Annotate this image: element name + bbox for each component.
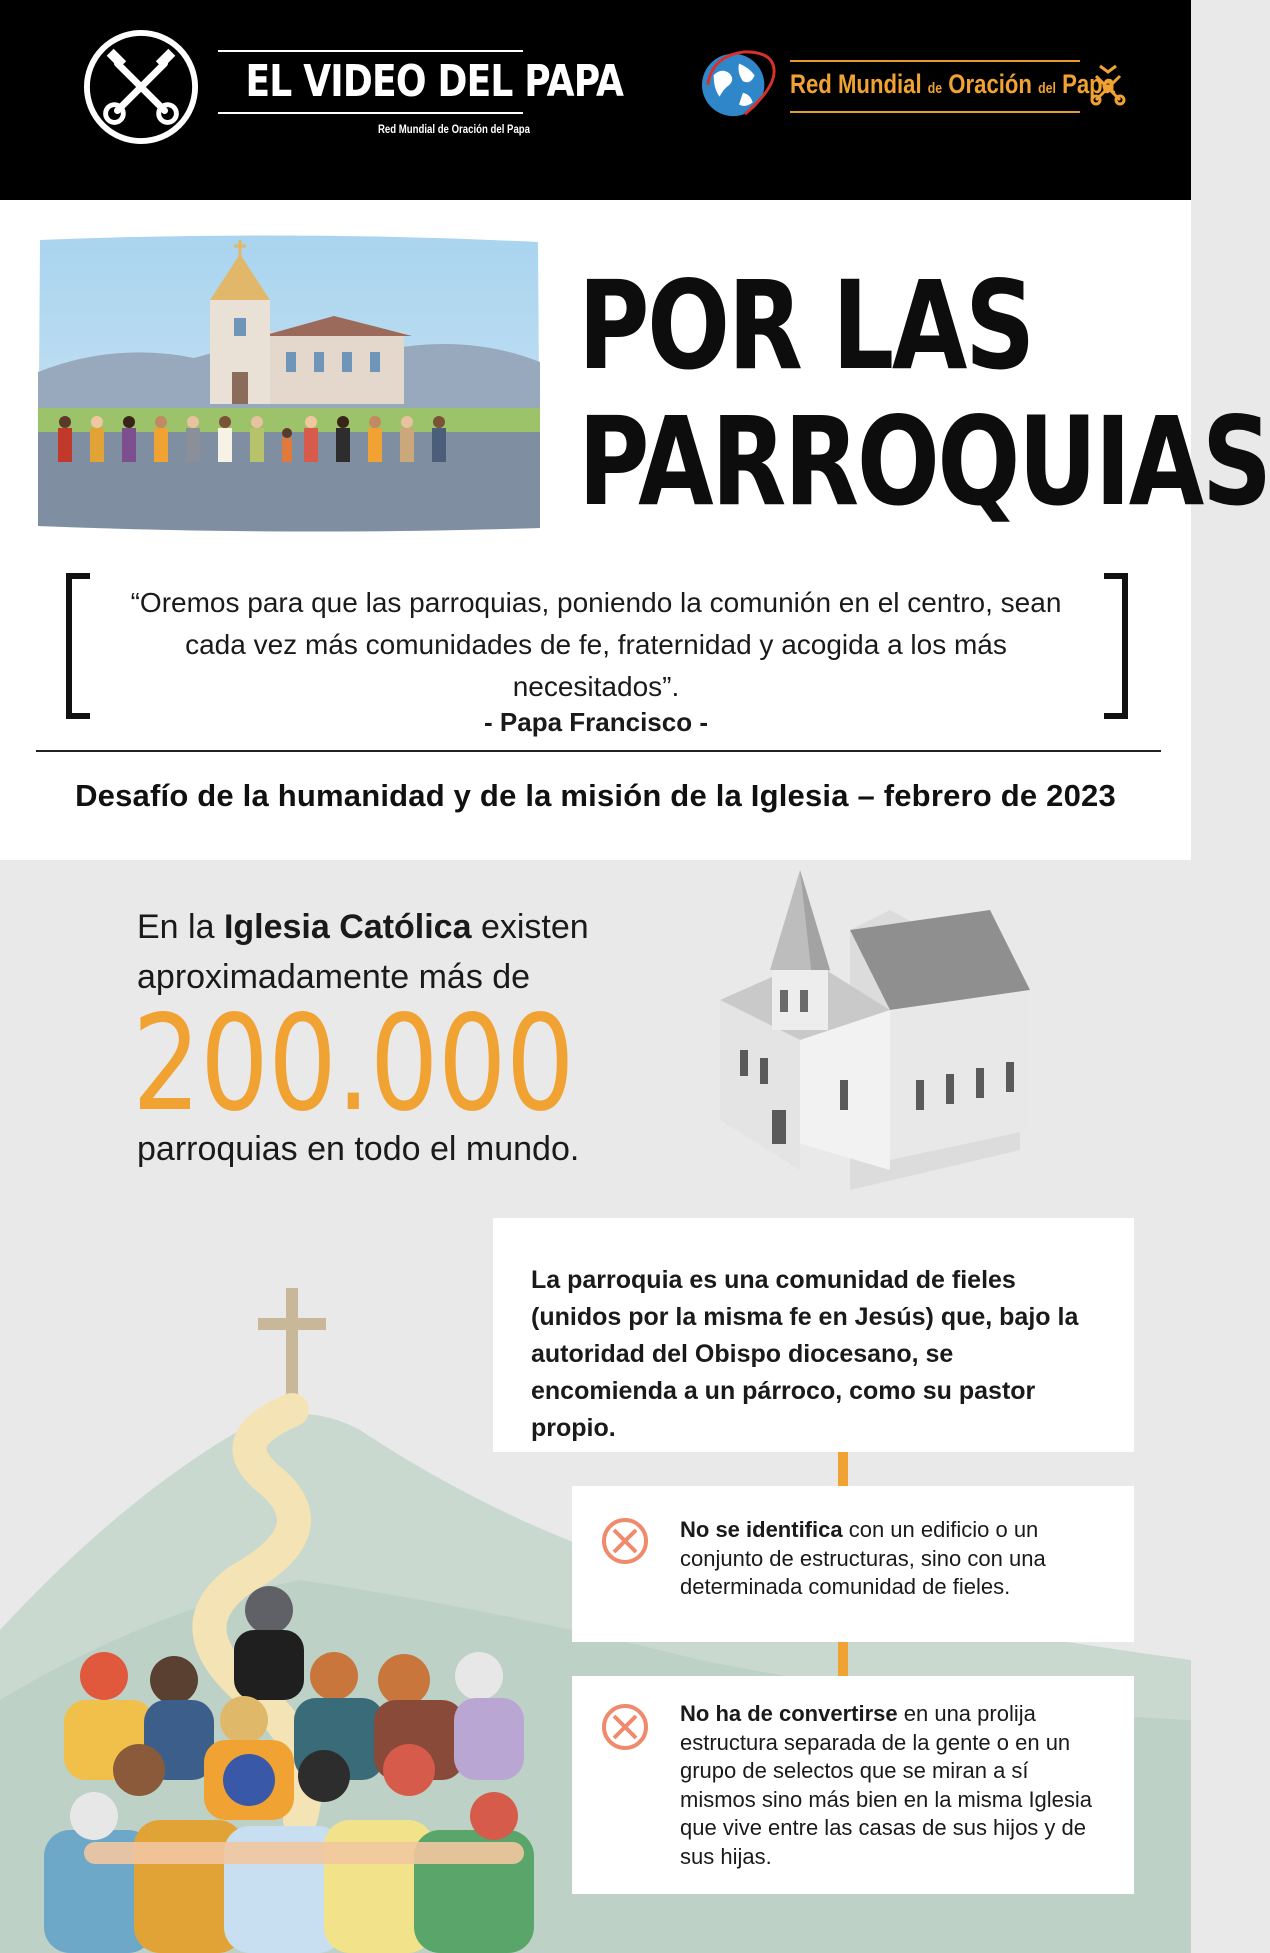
point-text-2: No ha de convertirse en una prolija estructura separada de la gente o en un grupo de selectos que se miran a sí mismos sino más bien en la misma Iglesia que vive entre las casas de sus hijos y de sus hijas. <box>680 1701 1093 1869</box>
brand-block <box>218 50 624 114</box>
vatican-keys-icon <box>1088 62 1128 106</box>
connector-line-1 <box>838 1452 848 1486</box>
parish-church-illustration <box>34 232 544 532</box>
header-bar <box>0 0 1191 200</box>
crossed-keys-logo-icon <box>82 28 200 146</box>
point-card-2 <box>572 1676 1134 1894</box>
brand-subtitle: Red Mundial de Oración del Papa <box>377 122 530 136</box>
connector-line-2 <box>838 1642 848 1676</box>
section-divider <box>36 750 1161 752</box>
quote-author: - Papa Francisco - <box>484 707 708 737</box>
network-title: Red Mundial de Oración del Papa <box>790 69 1116 99</box>
stat-outro: parroquias en todo el mundo. <box>137 1130 580 1168</box>
prohibited-x-icon <box>600 1516 650 1566</box>
stat-intro: En la Iglesia Católica existen aproximadamente más de <box>137 908 589 996</box>
papal-quote: “Oremos para que las parroquias, poniendo la comunión en el centro, sean cada vez más comunidades de fe, fraternidad y acogida a los más necesitados”. <box>130 587 1062 702</box>
point-text-1: No se identifica con un edificio o un conjunto de estructuras, sino con una determinada comunidad de fieles. <box>680 1517 1046 1599</box>
page-title: POR LAS PARROQUIAS <box>578 255 1270 533</box>
point-card-1 <box>572 1486 1134 1642</box>
definition-text: La parroquia es una comunidad de fieles (unidos por la misma fe en Jesús) que, bajo la autoridad del Obispo diocesano, se encomienda a un párroco, como su pastor propio. <box>531 1266 1079 1442</box>
prohibited-x-icon <box>600 1702 650 1752</box>
gray-church-illustration <box>700 870 1040 1200</box>
parish-count: 200.000 <box>132 987 574 1141</box>
crowd-embracing-illustration <box>24 1580 584 1953</box>
quote-bracket-left <box>66 573 90 719</box>
globe-heart-icon <box>696 46 784 122</box>
quote-bracket-right <box>1104 573 1128 719</box>
network-title-block <box>790 60 1116 113</box>
brand-title: EL VIDEO DEL PAPA <box>245 56 624 107</box>
section-subtitle: Desafío de la humanidad y de la misión de la Iglesia – febrero de 2023 <box>75 778 1116 813</box>
definition-card <box>493 1218 1134 1452</box>
